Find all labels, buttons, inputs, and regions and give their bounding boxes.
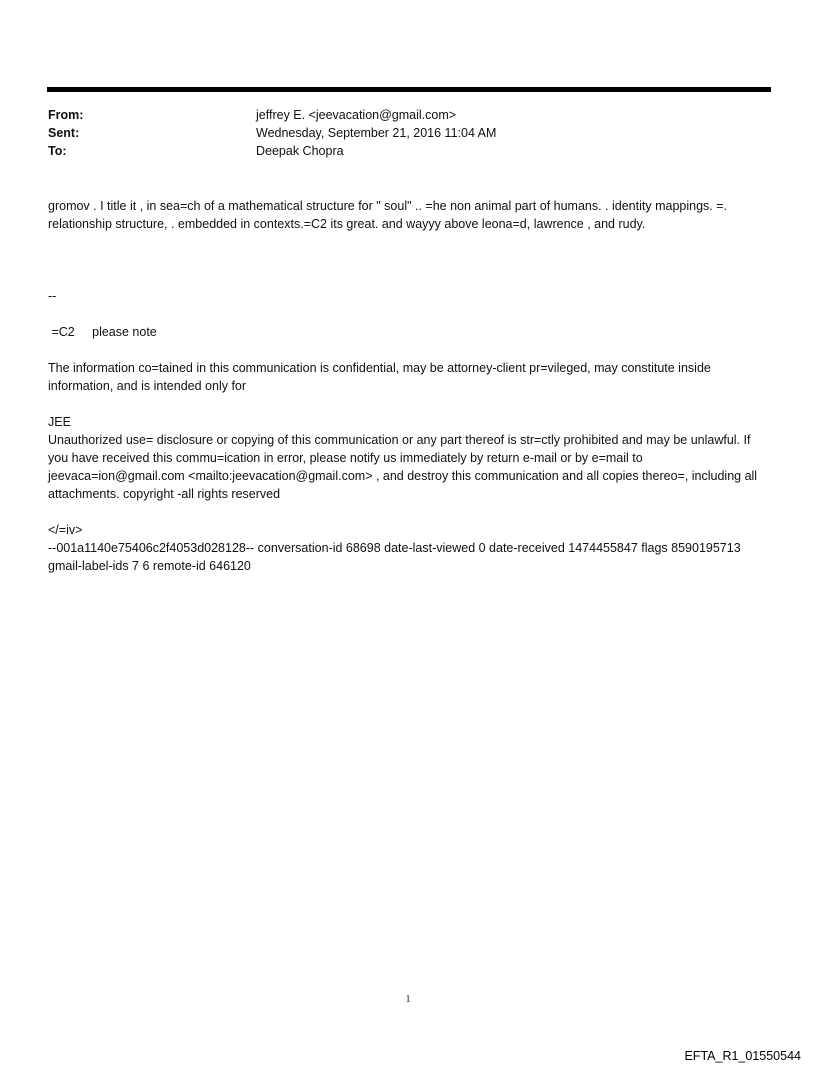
email-header: [48, 106, 768, 160]
to-value: Deepak Chopra: [256, 144, 344, 158]
sent-value: Wednesday, September 21, 2016 11:04 AM: [256, 126, 497, 140]
please-note-line: =C2 please note: [48, 325, 157, 339]
document-id: EFTA_R1_01550544: [684, 1049, 801, 1063]
email-body: [48, 197, 772, 233]
closing-tag: </=iv>: [48, 523, 83, 537]
jee-line: JEE: [48, 415, 71, 429]
sent-row: [48, 124, 768, 142]
page-number: 1: [405, 994, 411, 1005]
confidentiality-notice: The information co=tained in this communication is confidential, may be attorney-client pr=vileged, may constitute inside information, and is intended only for: [48, 361, 711, 393]
signature-block: [48, 287, 772, 575]
message-metadata: --001a1140e75406c2f4053d028128-- conversation-id 68698 date-last-viewed 0 date-received 1474455847 flags 8590195713 gmail-label-ids 7 6 remote-id 646120: [48, 541, 741, 573]
from-value: jeffrey E. <jeevacation@gmail.com>: [256, 108, 457, 122]
sent-label: Sent:: [48, 126, 80, 140]
unauthorized-use-notice: Unauthorized use= disclosure or copying of this communication or any part thereof is str=ctly prohibited and may be unlawful. If you have received this commu=ication in error, please notify us immediately by return e-mail or by e=mail to jeevaca=ion@gmail.com <mailto:jeevacation@gmail.com> , and destroy this communication and all copies thereo=, including all attachments. copyright -all rights reserved: [48, 433, 758, 501]
header-rule: [47, 87, 771, 92]
from-label: From:: [48, 108, 84, 122]
from-row: [48, 106, 768, 124]
to-label: To:: [48, 144, 67, 158]
message-paragraph: gromov . I title it , in sea=ch of a mathematical structure for " soul" .. =he non animal part of humans. . identity mappings. =. relationship structure, . embedded in contexts.=C2 its great. and wayyy above leona=d, lawrence , and rudy.: [48, 199, 727, 231]
to-row: [48, 142, 768, 160]
signature-dashes: --: [48, 289, 57, 303]
